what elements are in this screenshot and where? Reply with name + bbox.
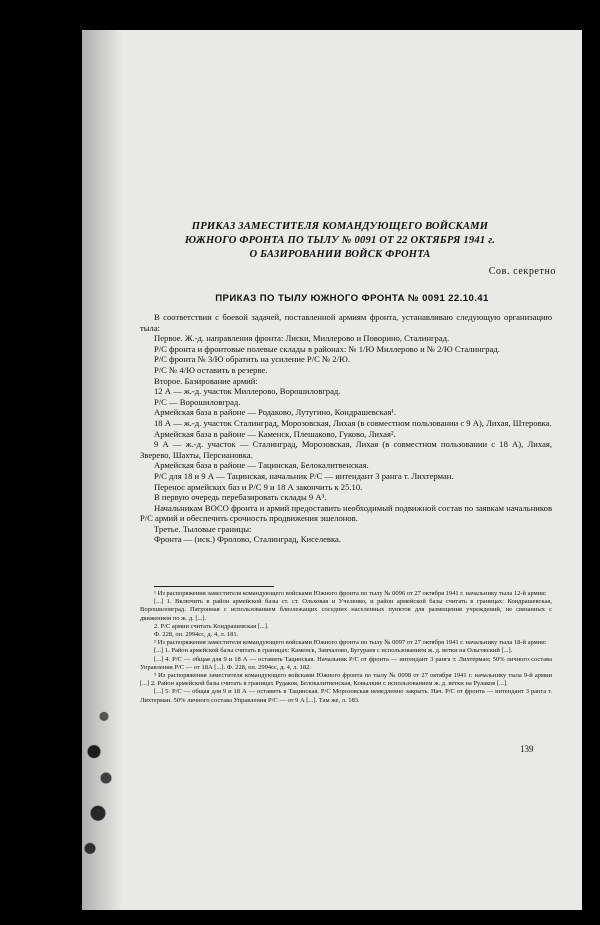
body-paragraph: Армейская база в районе — Тацинская, Белокалитвенская. — [154, 460, 369, 471]
order-body — [140, 312, 552, 545]
body-paragraph: Перенос армейских баз и Р/С 9 и 18 А закончить к 25.10. — [154, 481, 363, 492]
body-paragraph: Первое. Ж.-д. направления фронта: Лиски, Миллерово и Поворино, Сталинград. — [154, 333, 450, 344]
footnote-paragraph: Ф. 228, оп. 2994сс, д. 4, л. 181. — [154, 631, 239, 639]
body-paragraph: Армейская база в районе — Каменск, Плешаково, Гуково, Лихая². — [154, 428, 396, 439]
title-line-3: О БАЗИРОВАНИИ ВОЙСК ФРОНТА — [249, 249, 431, 260]
page-number: 139 — [520, 744, 534, 754]
body-paragraph: Р/С № 4/Ю оставить в резерве. — [154, 364, 268, 375]
body-paragraph: 9 А — ж.-д. участок — Сталинград, Морозовская, Лихая (в совместном пользовании с 18 А), Лихая, Зверево, Шахты, Персиановка. — [140, 439, 552, 460]
footnote-paragraph: ¹ Из распоряжения заместителя командующего войсками Южного фронта по тылу № 0096 от 27 октября 1941 г. начальнику тыла 12-й армии: — [154, 590, 547, 597]
document-title — [150, 220, 530, 262]
body-paragraph: Р/С фронта № 3/Ю обратить на усиление Р/С № 2/Ю. — [154, 354, 350, 365]
footnote-paragraph: 2. Р/С армии считать Кондрашевская [...]. — [154, 622, 269, 630]
footnote-paragraph: [...] 1. Район армейской базы считать в границах: Каменск, Замчалово, Бугураев с использованием ж. д. ветки на Ольговский [...]. — [154, 647, 513, 655]
title-line-2: ЮЖНОГО ФРОНТА ПО ТЫЛУ № 0091 ОТ 22 ОКТЯБРЯ 1941 г. — [184, 235, 496, 246]
footnote-divider — [154, 586, 274, 587]
scan-edge-noise — [82, 30, 122, 910]
footnote-paragraph: [...] 1. Включить в район армейской базы ст. ст. Ольховая и Учеленко, и район армейской базы считать в границах: Кондрашевская, Ворошиловград. Патронная с использованием близлежащих соседних населенных пунктов для размещения учреждений, не связанных с движением по ж. д. [...]. — [140, 598, 552, 622]
document-page — [82, 30, 582, 910]
footnote-paragraph: ² Из распоряжения заместителя командующего войсками Южного фронта по тылу № 0097 от 27 октября 1941 г. начальнику тыла 18-й армии: — [154, 639, 547, 647]
body-paragraph: В первую очередь перебазировать склады 9 А³. — [154, 492, 327, 503]
body-paragraph: В соответствии с боевой задачей, поставленной армиям фронта, устанавливаю следующую организацию тыла: — [140, 312, 552, 333]
footnote-paragraph: ³ Из распоряжения заместителя командующего войсками Южного фронта по тылу № 0098 от 27 октября 1941 г. начальнику тыла 9-й армии [...] 2. Район армейской базы считать в границах Рудаков, Белокалитвенская, Ковылкин с использованием ж. д. ветки на Рулаков [...]. — [140, 672, 552, 688]
body-paragraph: Р/С — Ворошиловград. — [154, 396, 241, 407]
body-paragraph: 18 А — ж.-д. участок Сталинград, Морозовская, Лихая (в совместном пользовании с 9 А), Лихая, Штеровка. — [154, 417, 552, 428]
body-paragraph: Второе. Базирование армий: — [154, 375, 258, 386]
footnotes — [140, 590, 552, 705]
order-heading: ПРИКАЗ ПО ТЫЛУ ЮЖНОГО ФРОНТА № 0091 22.10.41 — [215, 293, 489, 304]
body-paragraph: Армейская база в районе — Родаково, Лутугино, Кондрашевская¹. — [154, 407, 397, 418]
footnote-paragraph: [...] 4. Р/С — общая для 9 и 18 А — оставить Тацинская. Начальник Р/С от фронта — интендант 3 ранга т. Лихтерман; 50% личного состава Управления Р/С — от 18А [...]. Ф. 228, оп. 2994сс, д. 4, л. 182. — [140, 655, 552, 671]
body-paragraph: Р/С для 18 и 9 А — Тацинская, начальник Р/С — интендант 3 ранга т. Лихтерман. — [154, 470, 454, 481]
body-paragraph: Р/С фронта и фронтовые полевые склады в районах: № 1/Ю Миллерово и № 2/Ю Сталинград. — [154, 343, 500, 354]
footnote-paragraph: [...] 5. Р/С — общая для 9 и 18 А — оставить в Тацинская. Р/С Морозовская немедленно закрыть. Нач. Р/С от фронта — интендант 3 ранга т. Лихтерман. 50% личного состава Управления Р/С — от 9 А [...]. Там же, л. 183. — [140, 688, 552, 704]
title-line-1: ПРИКАЗ ЗАМЕСТИТЕЛЯ КОМАНДУЮЩЕГО ВОЙСКАМИ — [191, 221, 489, 232]
body-paragraph: 12 А — ж.-д. участок Миллерово, Ворошиловград. — [154, 386, 341, 397]
body-paragraph: Третье. Тыловые границы: — [154, 523, 252, 534]
body-paragraph: Фронта — (иск.) Фролово, Сталинград, Киселевка. — [154, 534, 341, 545]
body-paragraph: Начальникам ВОСО фронта и армий предоставить необходимый подвижной состав по заявкам начальников Р/С армий и обеспечить срочность продвижения эшелонов. — [140, 502, 552, 524]
secret-label: Сов. секретно — [488, 266, 556, 277]
